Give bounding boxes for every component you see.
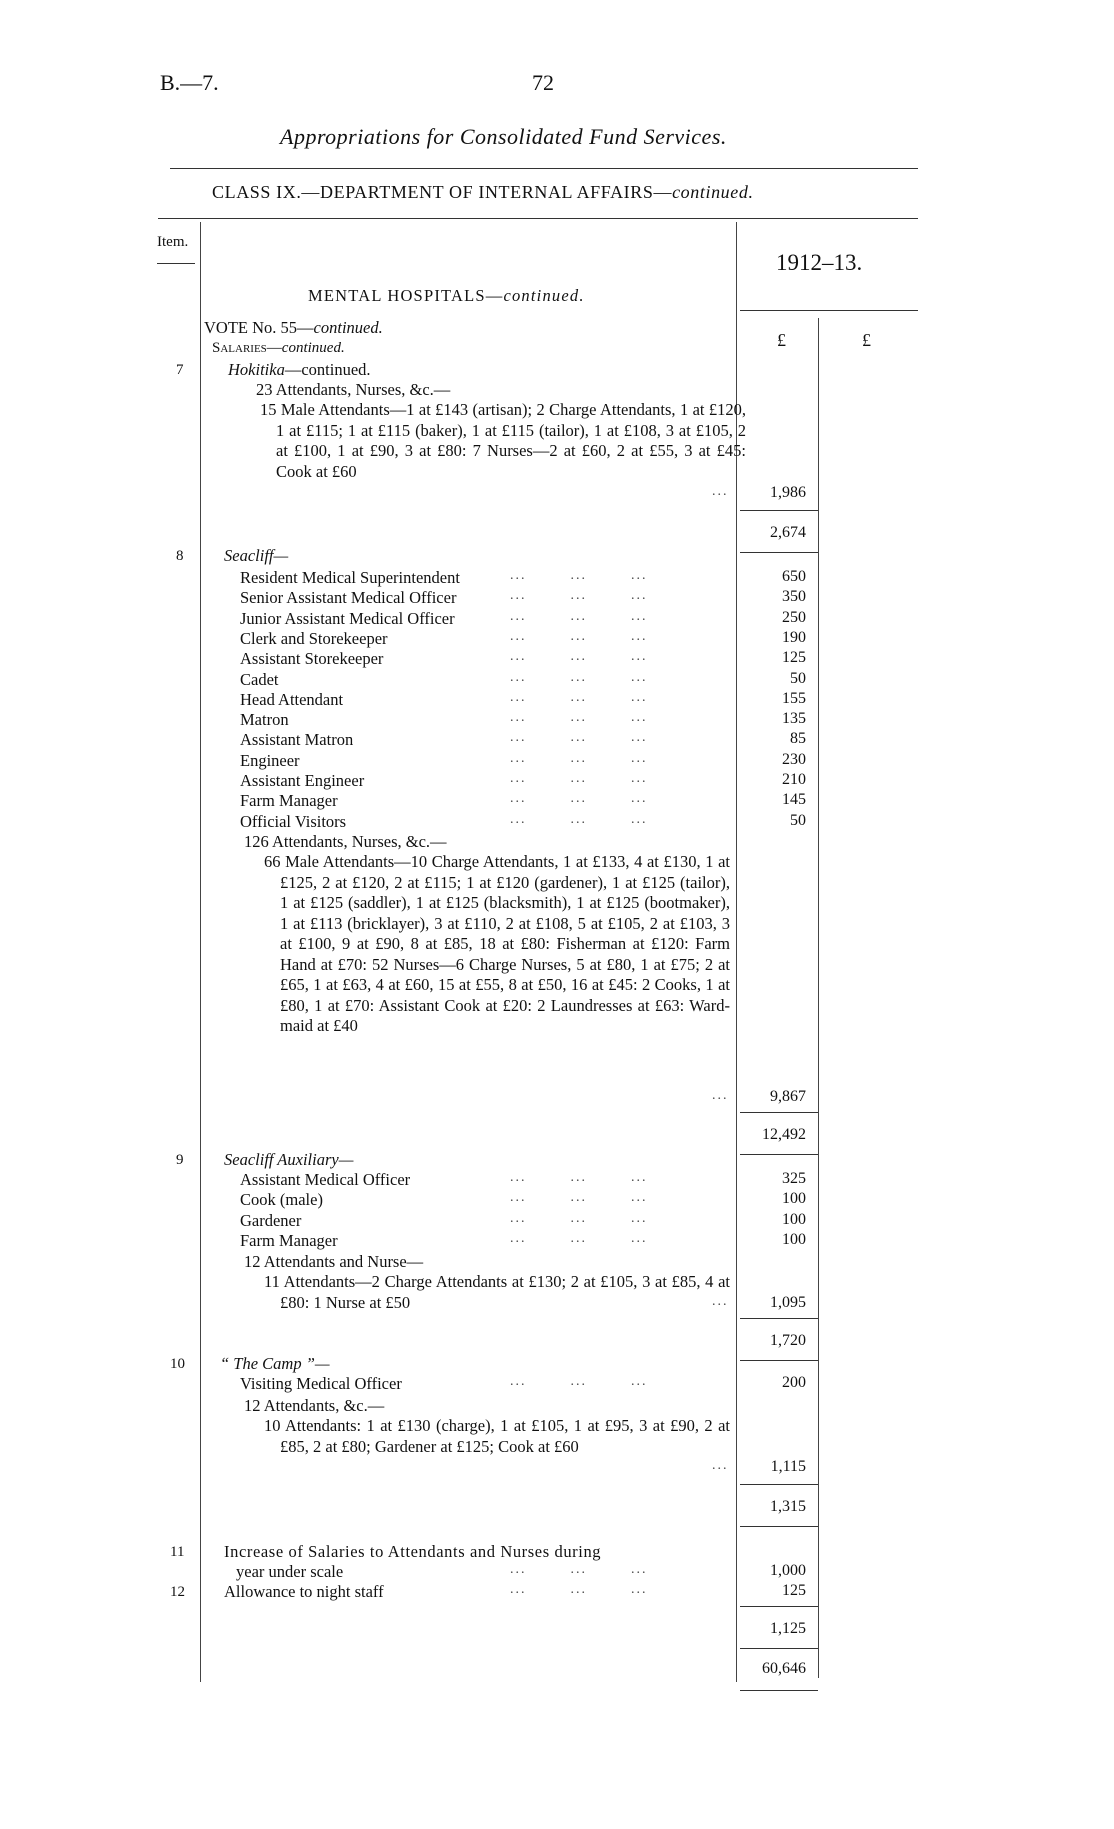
item-number-12: 12 (170, 1584, 185, 1600)
subtotal-rule (740, 1648, 818, 1649)
seacliff-row-leader: ... ... ... (510, 791, 648, 807)
auxiliary-row-amount: 100 (782, 1230, 806, 1248)
item-column-header: Item. (157, 234, 189, 250)
night-staff-amount: 125 (782, 1582, 806, 1599)
camp-row-amount: 200 (782, 1374, 806, 1391)
salaries-heading (212, 338, 345, 359)
grand-total-rule (740, 1690, 818, 1691)
increase-label-line2: year under scale (236, 1562, 344, 1581)
auxiliary-row-label: Cook (male) (240, 1190, 323, 1210)
total-column-divider (818, 318, 819, 1678)
seacliff-row-label: Junior Assistant Medical Officer (240, 608, 455, 628)
seacliff-row-label: Matron (240, 710, 289, 730)
increase-leader: ... ... ... (510, 1562, 648, 1577)
vote-heading-continued: continued. (313, 318, 383, 337)
seacliff-row-amount: 50 (790, 669, 806, 687)
hokitika-total-rule (740, 552, 818, 553)
seacliff-row-amount: 125 (782, 649, 806, 667)
seacliff-attendants-amount: 9,867 (770, 1088, 806, 1105)
year-rule (740, 310, 918, 311)
camp-attendants-detail: 10 Attendants: 1 at £130 (charge), 1 at £105, 1 at £95, 3 at £90, 2 at £85, 2 at £80; Gardener at £125; Cook at £60 (264, 1416, 730, 1456)
night-staff-leader: ... ... ... (510, 1582, 648, 1597)
seacliff-row-amount: 650 (782, 568, 806, 585)
auxiliary-row-label: Gardener (240, 1210, 302, 1230)
section-heading (308, 286, 585, 307)
auxiliary-row-label: Assistant Medical Officer (240, 1170, 411, 1189)
vote-heading (204, 318, 383, 339)
seacliff-row-leader: ... ... ... (510, 710, 648, 726)
seacliff-attendants-leader: ... (712, 1088, 729, 1103)
seacliff-row-leader: ... ... ... (510, 669, 648, 685)
document-code: B.—7. (160, 70, 219, 95)
seacliff-attendants-heading: 126 Attendants, Nurses, &c.— (244, 832, 447, 851)
seacliff-row-label: Clerk and Storekeeper (240, 628, 388, 648)
page-title: Appropriations for Consolidated Fund Services. (280, 124, 727, 149)
item-number-10: 10 (170, 1356, 185, 1372)
grand-total: 60,646 (762, 1660, 806, 1677)
auxiliary-total: 1,720 (770, 1332, 806, 1349)
item-header-rule (157, 263, 195, 264)
seacliff-row-label: Senior Assistant Medical Officer (240, 588, 457, 608)
subtotal: 1,125 (770, 1620, 806, 1637)
auxiliary-row-amount: 325 (782, 1170, 806, 1187)
seacliff-row-label: Assistant Matron (240, 730, 354, 750)
seacliff-row-leader: ... ... ... (510, 568, 648, 583)
seacliff-row-label: Resident Medical Superintendent (240, 568, 460, 587)
seacliff-row-leader: ... ... ... (510, 608, 648, 624)
auxiliary-row-label: Farm Manager (240, 1230, 338, 1250)
item-number-9: 9 (176, 1152, 184, 1168)
auxiliary-attendants-amount: 1,095 (770, 1294, 806, 1311)
seacliff-row-leader: ... ... ... (510, 750, 648, 766)
hokitika-continued: —continued. (284, 360, 371, 379)
rule-top (170, 168, 918, 169)
seacliff-attendants-detail: 66 Male Attendants—10 Charge Attendants, 1 at £133, 4 at £130, 1 at £125, 2 at £120, 2 at £115; 1 at £120 (gardener), 1 at £125 (tailor), 1 at £125 (saddler), 1 at £125 (blacksmith), 1 at £125 (bootmaker), 1 at £113 (bricklayer), 3 at £110, 2 at £108, 5 at £105, 2 at £103, 3 at £100, 9 at £90, 8 at £85, 18 at £80: Fisherman at £120: Farm Hand at £70: 52 Nurses—6 Charge Nurses, 5 at £80, 1 at £75; 2 at £65, 1 at £63, 4 at £60, 15 at £55, 8 at £50, 16 at £45: 2 Cooks, 1 at £80, 1 at £70: Assistant Cook at £20: 2 Laundresses at £63: Ward-maid at £40 (264, 852, 730, 1035)
seacliff-row-leader: ... ... ... (510, 771, 648, 786)
auxiliary-total-rule (740, 1360, 818, 1361)
seacliff-row-label: Engineer (240, 750, 300, 770)
item-column-divider (200, 222, 201, 1682)
seacliff-row-leader: ... ... ... (510, 730, 648, 746)
seacliff-row-amount: 85 (790, 730, 806, 748)
hokitika-attendants-amount: 1,986 (770, 484, 806, 501)
seacliff-row-label: Assistant Engineer (240, 771, 365, 790)
auxiliary-attendants-detail: 11 Attendants—2 Charge Attendants at £130; 2 at £105, 3 at £85, 4 at £80: 1 Nurse at £50 (264, 1272, 730, 1312)
seacliff-row-amount: 230 (782, 750, 806, 768)
auxiliary-row-leader: ... ... ... (510, 1190, 648, 1206)
seacliff-row-amount: 250 (782, 608, 806, 626)
hokitika-name: Hokitika (228, 360, 285, 379)
seacliff-row-label: Cadet (240, 669, 279, 689)
seacliff-total: 12,492 (762, 1126, 806, 1143)
camp-rule (740, 1484, 818, 1485)
seacliff-row-leader: ... ... ... (510, 811, 648, 827)
auxiliary-rule (740, 1318, 818, 1319)
seacliff-row-amount: 155 (782, 689, 806, 707)
section-heading-text: MENTAL HOSPITALS— (308, 286, 504, 305)
seacliff-row-label: Farm Manager (240, 791, 338, 811)
auxiliary-heading: Seacliff Auxiliary— (224, 1150, 354, 1169)
camp-total-rule (740, 1526, 818, 1527)
rule-table-top (158, 218, 918, 219)
vote-heading-text: VOTE No. 55— (204, 318, 314, 337)
auxiliary-row-leader: ... ... ... (510, 1170, 648, 1185)
seacliff-row-label: Assistant Storekeeper (240, 649, 384, 669)
auxiliary-attendants-heading: 12 Attendants and Nurse— (244, 1252, 424, 1271)
camp-heading: “ The Camp ”— (220, 1354, 330, 1373)
hokitika-total: 2,674 (770, 524, 806, 541)
increase-label-line1: Increase of Salaries to Attendants and Nurses during (224, 1542, 602, 1561)
hokitika-attendants-detail: 15 Male Attendants—1 at £143 (artisan); 2 Charge Attendants, 1 at £120, 1 at £115; 1 at £115 (baker), 1 at £115 (tailor), 1 at £108, 3 at £105, 2 at £100, 1 at £90, 3 at £80: 7 Nurses—2 at £60, 2 at £55, 3 at £45: Cook at £60 (260, 400, 746, 481)
seacliff-row-label: Head Attendant (240, 689, 344, 709)
camp-attendants-heading: 12 Attendants, &c.— (244, 1396, 385, 1415)
section-heading-continued: continued. (503, 286, 585, 305)
auxiliary-row-amount: 100 (782, 1210, 806, 1228)
auxiliary-attendants-leader: ... (712, 1294, 729, 1309)
seacliff-row-label: Official Visitors (240, 811, 347, 831)
salaries-heading-continued: continued. (281, 340, 345, 356)
increase-amount: 1,000 (770, 1562, 806, 1579)
seacliff-row-amount: 145 (782, 791, 806, 809)
hokitika-rule (740, 510, 818, 511)
pound-sign-amount: £ (777, 330, 786, 350)
seacliff-row-amount: 190 (782, 628, 806, 646)
seacliff-row-leader: ... ... ... (510, 649, 648, 665)
class-heading (212, 182, 754, 203)
auxiliary-row-leader: ... ... ... (510, 1230, 648, 1246)
seacliff-heading: Seacliff— (224, 546, 289, 565)
pound-sign-total: £ (862, 330, 871, 350)
item-number-11: 11 (170, 1544, 185, 1560)
seacliff-row-leader: ... ... ... (510, 689, 648, 705)
night-staff-label: Allowance to night staff (224, 1582, 384, 1601)
auxiliary-row-amount: 100 (782, 1190, 806, 1208)
night-rule (740, 1606, 818, 1607)
salaries-heading-text: Salaries— (212, 340, 282, 356)
seacliff-total-rule (740, 1154, 818, 1155)
seacliff-row-amount: 350 (782, 588, 806, 606)
seacliff-row-leader: ... ... ... (510, 588, 648, 604)
camp-row-label: Visiting Medical Officer (240, 1374, 402, 1393)
camp-row-leader: ... ... ... (510, 1374, 648, 1389)
item-number-7: 7 (176, 362, 184, 378)
hokitika-heading (228, 360, 371, 381)
year-heading: 1912–13. (776, 250, 863, 275)
seacliff-row-leader: ... ... ... (510, 628, 648, 644)
seacliff-row-amount: 210 (782, 771, 806, 788)
hokitika-attendants-heading: 23 Attendants, Nurses, &c.— (256, 380, 451, 399)
page-number: 72 (532, 70, 554, 95)
camp-attendants-leader: ... (712, 1458, 729, 1473)
item-number-8: 8 (176, 548, 184, 564)
auxiliary-row-leader: ... ... ... (510, 1210, 648, 1226)
seacliff-row-amount: 50 (790, 811, 806, 829)
class-heading-text: CLASS IX.—DEPARTMENT OF INTERNAL AFFAIRS— (212, 182, 673, 202)
hokitika-attendants-leader: ... (712, 484, 729, 499)
class-heading-continued: continued. (672, 182, 754, 202)
seacliff-row-amount: 135 (782, 710, 806, 728)
camp-total: 1,315 (770, 1498, 806, 1515)
camp-attendants-amount: 1,115 (770, 1458, 806, 1475)
seacliff-rule (740, 1112, 818, 1113)
